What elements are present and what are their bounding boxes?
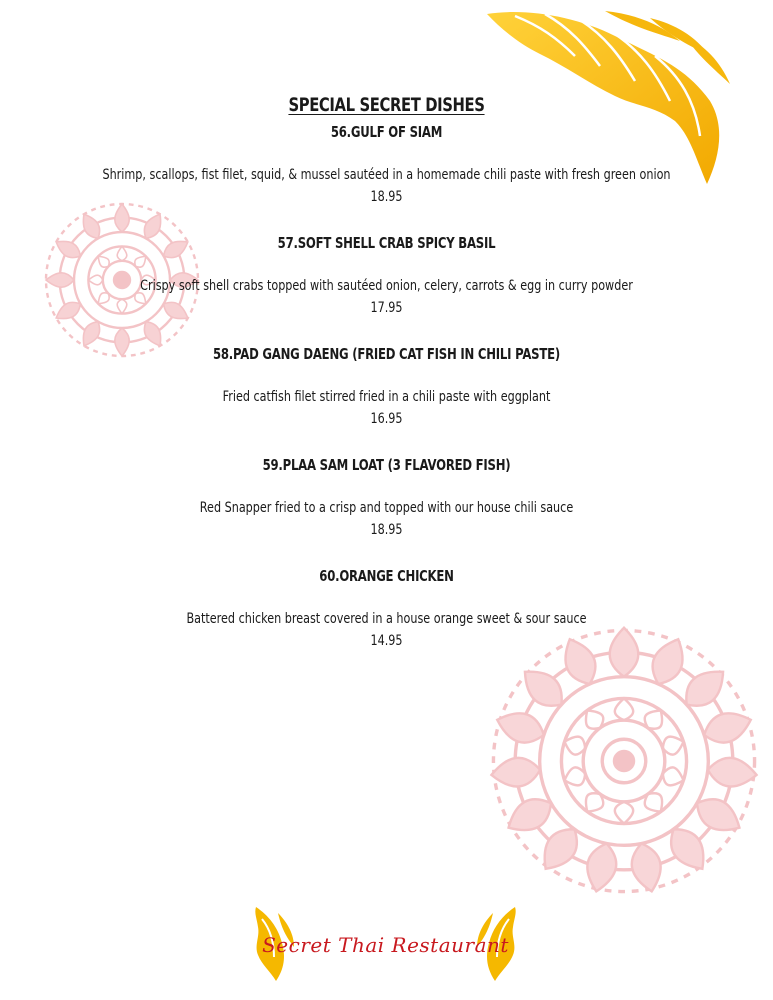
dish-price: 17.95 — [370, 300, 403, 316]
dish-name: 56.GULF OF SIAM — [330, 123, 443, 141]
dish-price: 16.95 — [370, 411, 403, 427]
dish-item — [0, 231, 773, 319]
dish-description: Shrimp, scallops, fist filet, squid, & mussel sautéed in a homemade chili paste with fresh green onion — [102, 167, 671, 183]
dish-price: 14.95 — [370, 633, 403, 649]
dish-name: 57.SOFT SHELL CRAB SPICY BASIL — [277, 234, 496, 252]
menu-title: SPECIAL SECRET DISHES — [288, 94, 485, 116]
dish-name: 58.PAD GANG DAENG (FRIED CAT FISH IN CHILI PASTE) — [212, 345, 561, 363]
mandala-right-icon — [488, 625, 760, 897]
dish-name: 59.PLAA SAM LOAT (3 FLAVORED FISH) — [262, 456, 511, 474]
dish-item — [0, 120, 773, 208]
dish-item — [0, 564, 773, 652]
dish-item — [0, 342, 773, 430]
dish-name: 60.ORANGE CHICKEN — [319, 567, 454, 585]
dish-description: Battered chicken breast covered in a house orange sweet & sour sauce — [186, 611, 587, 627]
restaurant-logo — [248, 905, 523, 985]
dish-price: 18.95 — [370, 189, 403, 205]
dish-item — [0, 453, 773, 541]
dish-description: Red Snapper fried to a crisp and topped with our house chili sauce — [199, 500, 574, 516]
menu-content — [0, 90, 773, 652]
dish-price: 18.95 — [370, 522, 403, 538]
dish-description: Crispy soft shell crabs topped with sautéed onion, celery, carrots & egg in curry powder — [140, 278, 633, 294]
restaurant-name: Secret Thai Restaurant — [262, 933, 509, 957]
dish-description: Fried catfish filet stirred fried in a chili paste with eggplant — [222, 389, 551, 405]
